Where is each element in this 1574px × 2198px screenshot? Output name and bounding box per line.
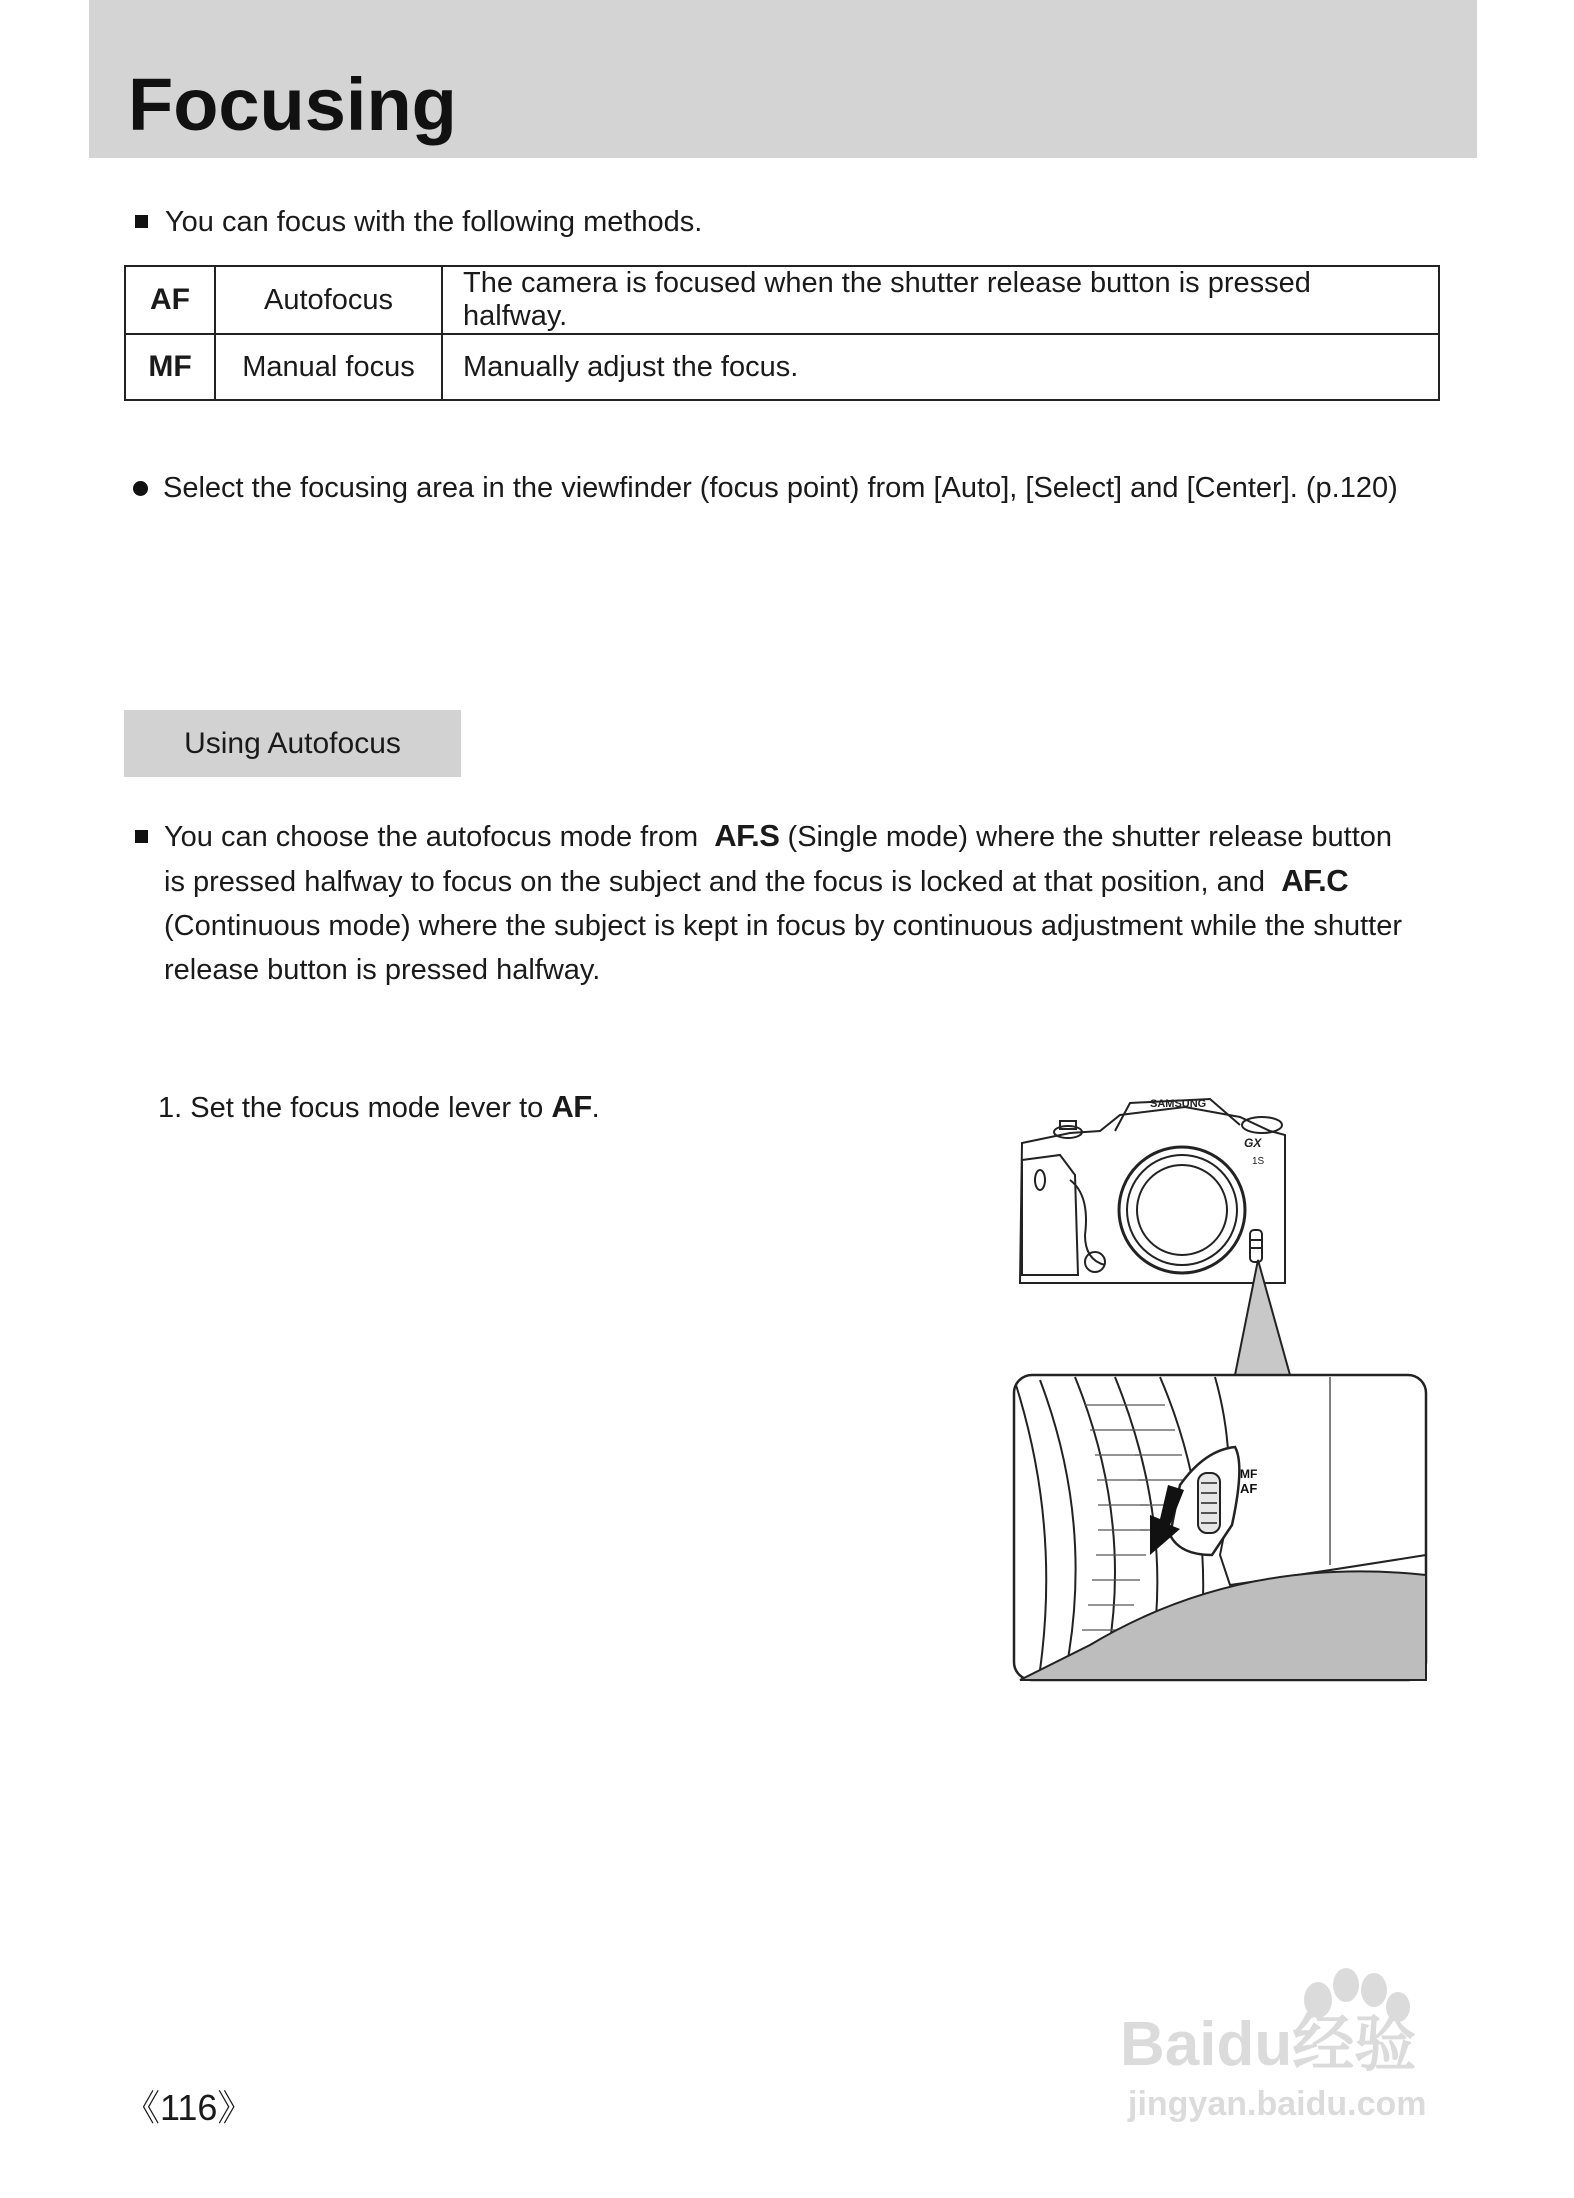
af-s-symbol: AF.S	[714, 818, 780, 853]
step-1-end: .	[591, 1092, 600, 1124]
autofocus-text-2: (Single mode) where the shutter release button is pressed halfway to focus on the subject and the focus is locked at that position, and	[164, 821, 1393, 898]
square-bullet-icon	[135, 215, 148, 228]
camera-model-label: GX	[1244, 1136, 1262, 1150]
baidu-watermark-logo	[1108, 1945, 1468, 2135]
focus-point-note: Select the focusing area in the viewfinder (focus point) from [Auto], [Select] and [Center]. (p.120)	[163, 472, 1398, 504]
autofocus-paragraph	[164, 814, 1414, 992]
table-row	[125, 266, 1439, 334]
watermark-brand: Baidu经验	[1120, 2010, 1417, 2079]
autofocus-text-3: (Continuous mode) where the subject is kept in focus by continuous adjustment while the shutter release button is pressed halfway.	[164, 910, 1403, 986]
af-symbol: AF	[551, 1089, 592, 1124]
camera-brand-label: SAMSUNG	[1150, 1098, 1207, 1110]
method-name: Manual focus	[215, 334, 442, 400]
method-description: Manually adjust the focus.	[442, 334, 1439, 400]
square-bullet-icon	[135, 830, 148, 843]
section-title-using-autofocus: Using Autofocus	[124, 710, 461, 777]
method-name: Autofocus	[215, 266, 442, 334]
autofocus-text-1: You can choose the autofocus mode from	[164, 821, 699, 853]
af-c-symbol: AF.C	[1281, 863, 1349, 898]
method-description: The camera is focused when the shutter release button is pressed halfway.	[442, 266, 1439, 334]
intro-text: You can focus with the following methods.	[165, 206, 703, 238]
step-1	[158, 1085, 600, 1130]
step-1-text: 1. Set the focus mode lever to	[158, 1092, 544, 1124]
lever-detail-icon	[1014, 1375, 1426, 1680]
lever-label-mf: MF	[1240, 1467, 1258, 1481]
camera-body-icon	[1020, 1099, 1285, 1283]
lever-label-af: AF	[1240, 1481, 1258, 1496]
table-row	[125, 334, 1439, 400]
page-number: 《116》	[124, 2087, 254, 2128]
page-title: Focusing	[128, 63, 457, 146]
round-bullet-icon	[133, 481, 148, 496]
camera-model-sub-label: 1S	[1252, 1156, 1265, 1167]
focus-methods-table	[124, 265, 1440, 401]
camera-focus-lever-illustration	[1000, 1085, 1440, 1685]
method-abbr: MF	[125, 334, 215, 400]
watermark-url: jingyan.baidu.com	[1128, 2085, 1427, 2123]
method-abbr: AF	[125, 266, 215, 334]
